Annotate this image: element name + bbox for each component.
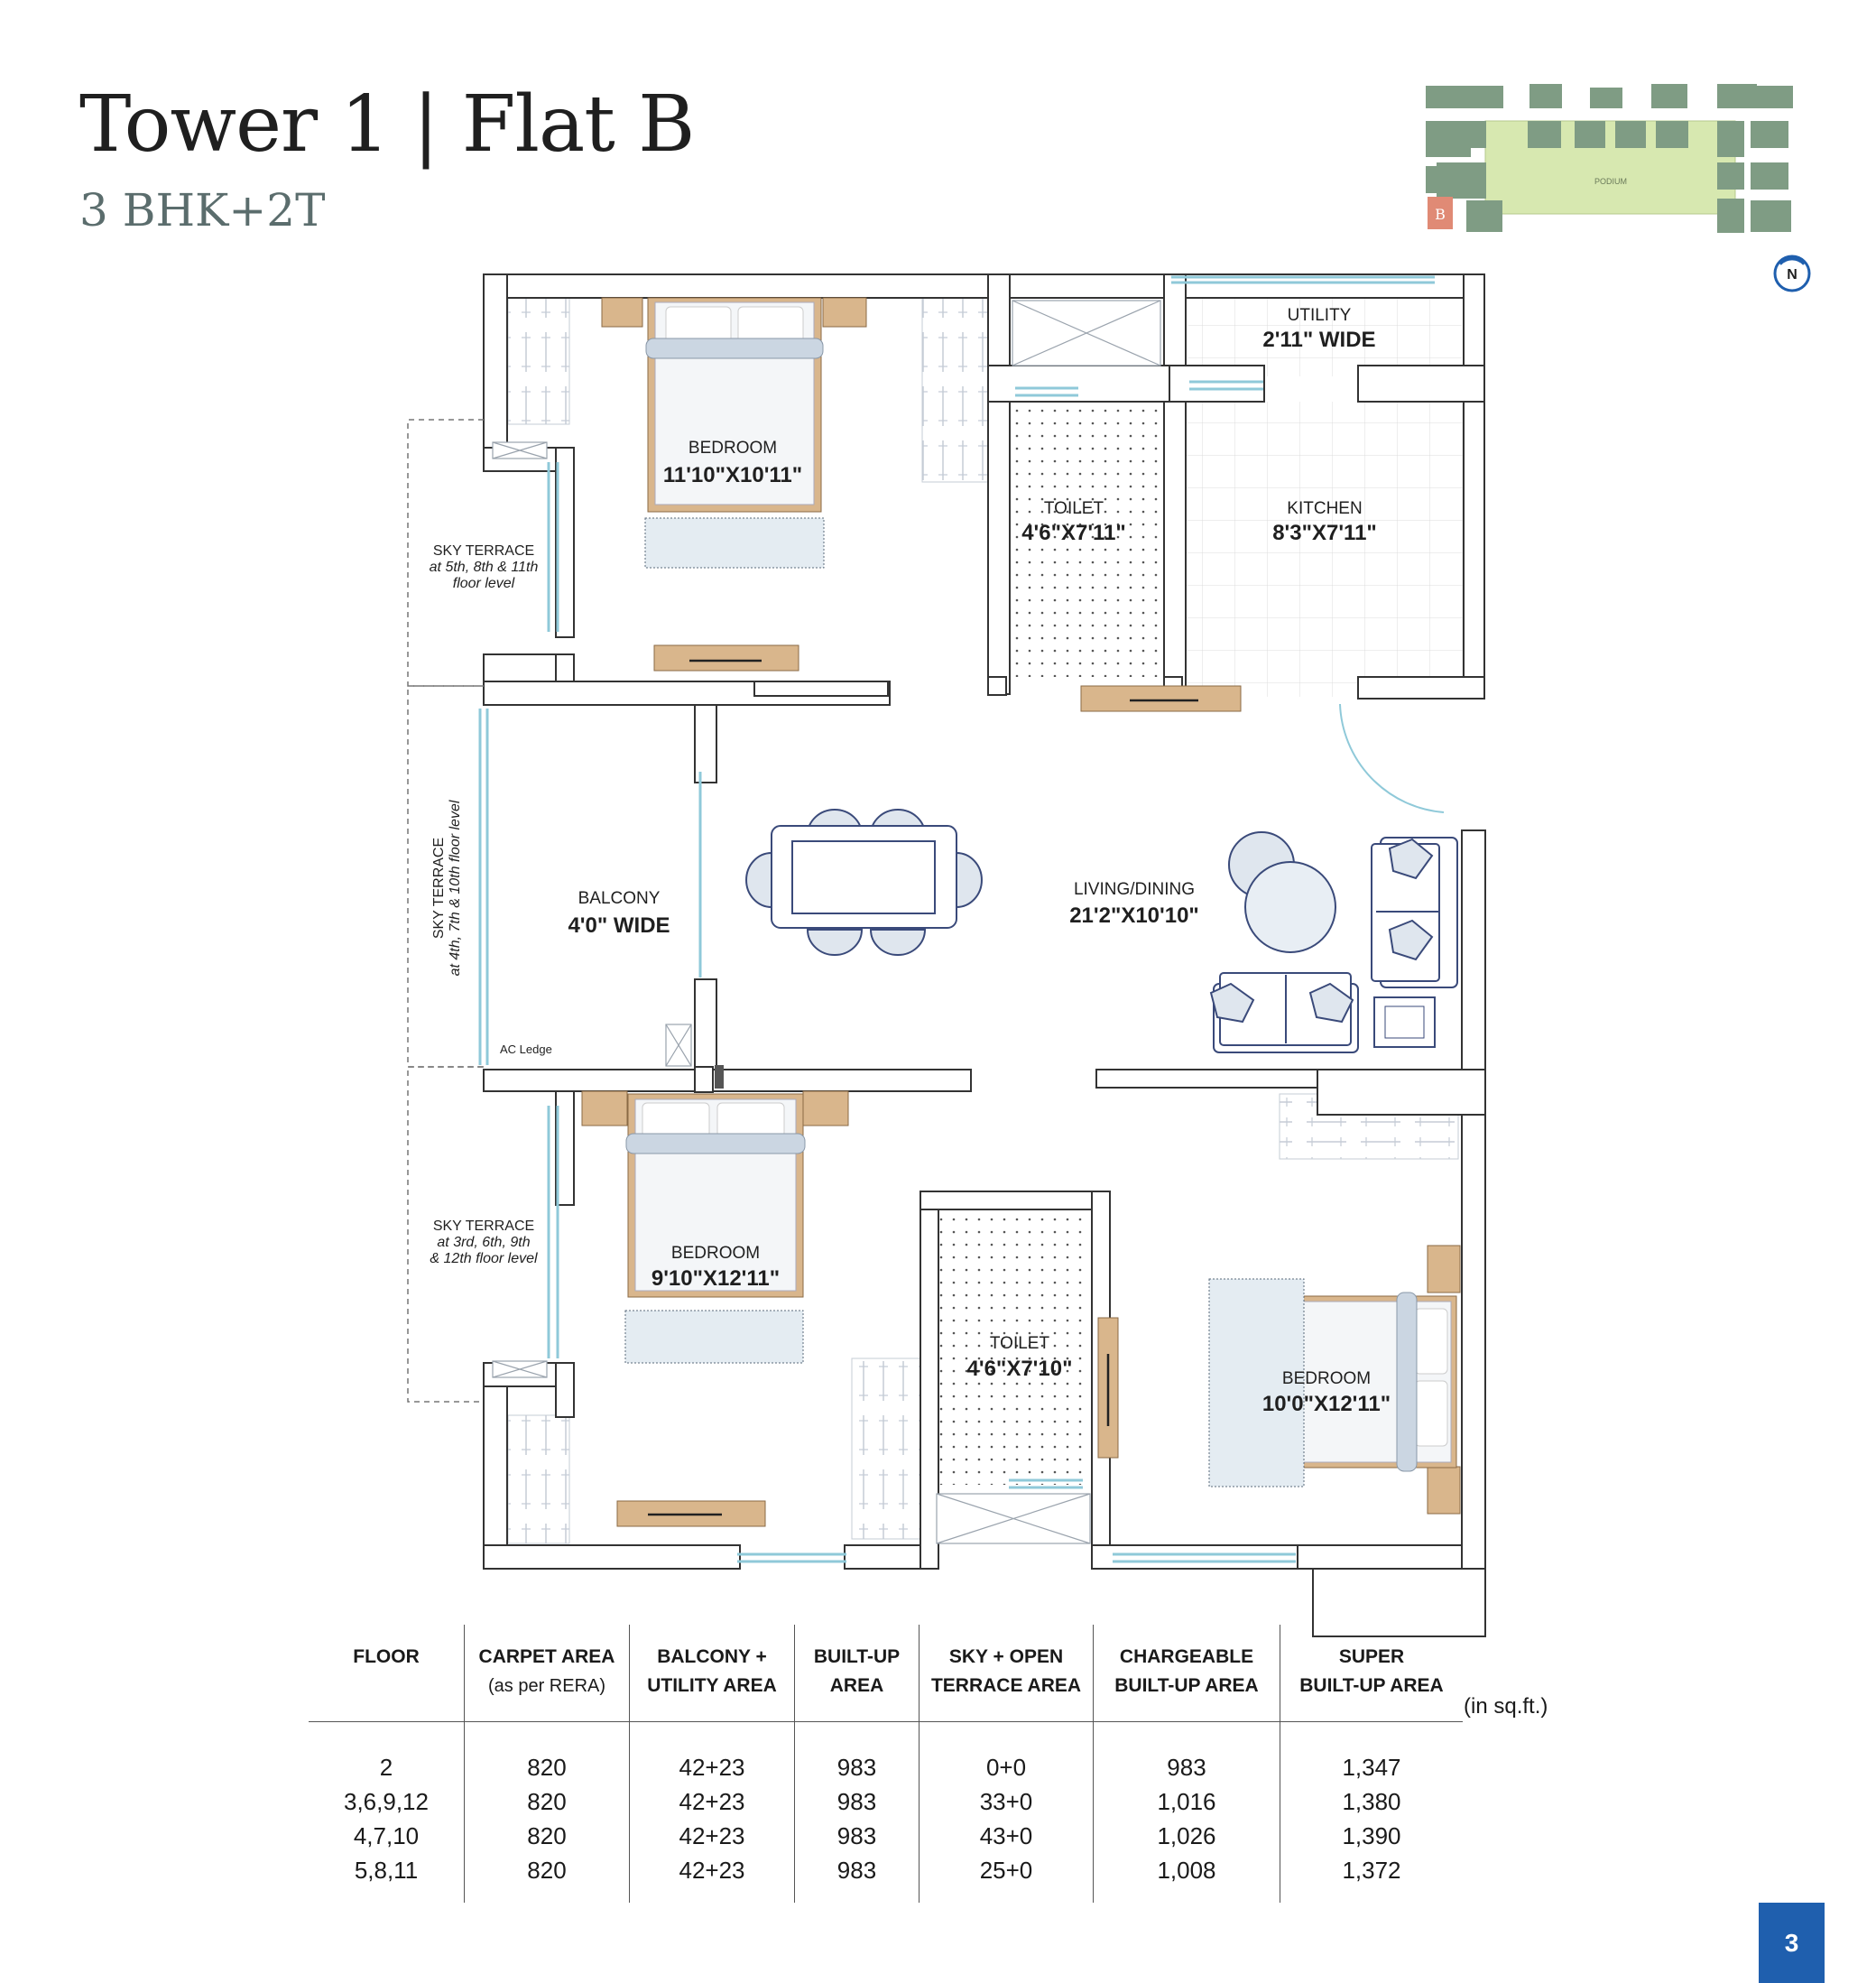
north-icon [1775, 256, 1809, 291]
bedroom3-name: BEDROOM [1281, 1369, 1372, 1388]
sky-terrace-middle-name: SKY TERRACE [431, 837, 447, 940]
col-sky-open-terrace: SKY + OPEN TERRACE AREA [920, 1625, 1094, 1722]
kitchen-name: KITCHEN [1287, 499, 1363, 518]
bedroom3-dims: 10'0"X12'11" [1261, 1392, 1391, 1416]
north-label: N [1787, 267, 1797, 283]
balcony-name: BALCONY [578, 889, 661, 908]
sky-terrace-lower-line2: & 12th floor level [430, 1251, 538, 1266]
sky-terrace-upper-line1: at 5th, 8th & 11th [429, 560, 539, 575]
toilet1-name: TOILET [1043, 499, 1104, 518]
sky-terrace-upper-line2: floor level [452, 576, 515, 591]
table-row: 2 820 42+23 983 0+0 983 1,347 [309, 1722, 1463, 1785]
living-name: LIVING/DINING [1073, 880, 1196, 899]
sky-terrace-upper-name: SKY TERRACE [432, 543, 535, 559]
bedroom2-dims: 9'10"X12'11" [651, 1266, 781, 1291]
bedroom2-name: BEDROOM [670, 1244, 761, 1263]
balcony-dims: 4'0" WIDE [568, 913, 670, 938]
kitchen-dims: 8'3"X7'11" [1272, 521, 1377, 545]
living-dims: 21'2"X10'10" [1069, 903, 1199, 928]
sky-terrace-lower-name: SKY TERRACE [432, 1219, 535, 1234]
col-built-up: BUILT-UP AREA [795, 1625, 920, 1722]
kitchen-floor [1179, 402, 1471, 697]
col-carpet-area: CARPET AREA (as per RERA) [465, 1625, 630, 1722]
table-row: 4,7,10 820 42+23 983 43+0 1,026 1,390 [309, 1819, 1463, 1853]
key-plan [1426, 84, 1809, 291]
col-chargeable: CHARGEABLE BUILT-UP AREA [1094, 1625, 1280, 1722]
sky-terrace-lower-line1: at 3rd, 6th, 9th [437, 1235, 531, 1250]
table-row: 5,8,11 820 42+23 983 25+0 1,008 1,372 [309, 1853, 1463, 1903]
wardrobe-bed2-right [852, 1358, 922, 1539]
bedroom1-name: BEDROOM [688, 439, 778, 458]
page-title: Tower 1 | Flat B [79, 79, 695, 170]
col-balcony-utility: BALCONY + UTILITY AREA [630, 1625, 795, 1722]
rug-2 [625, 1311, 803, 1363]
sky-terrace-middle-line1: at 4th, 7th & 10th floor level [448, 800, 463, 977]
column [715, 1065, 724, 1089]
col-super-built-up: SUPER BUILT-UP AREA [1280, 1625, 1464, 1722]
kitchen-door-swing [1340, 704, 1444, 812]
podium [1485, 121, 1735, 214]
area-table-header [309, 1625, 1463, 1722]
flat-b-label: B [1435, 206, 1446, 223]
area-table [309, 1625, 1463, 1903]
ac-ledge-label: AC Ledge [500, 1042, 552, 1056]
toilet1-dims: 4'6"X7'11" [1021, 521, 1126, 545]
unit-type-subtitle: 3 BHK+2T [79, 184, 326, 236]
page-number: 3 [1759, 1903, 1825, 1983]
utility-name: UTILITY [1287, 306, 1352, 325]
podium-label: PODIUM [1594, 177, 1627, 186]
col-floor: FLOOR [309, 1625, 465, 1722]
table-row: 3,6,9,12 820 42+23 983 33+0 1,016 1,380 [309, 1784, 1463, 1819]
dining-set [746, 810, 982, 955]
bedroom1-dims: 11'10"X10'11" [662, 463, 803, 487]
wardrobe-bed2 [508, 1415, 569, 1543]
units-note: (in sq.ft.) [1464, 1694, 1548, 1719]
wardrobe-bed1-right [922, 298, 989, 482]
rug-1 [645, 518, 824, 568]
living-furniture [1211, 832, 1457, 1052]
utility-dims: 2'11" WIDE [1262, 328, 1376, 352]
wardrobe-bed1-left [508, 298, 569, 424]
toilet2-dims: 4'6"X7'10" [966, 1357, 1073, 1381]
toilet2-name: TOILET [989, 1334, 1050, 1353]
